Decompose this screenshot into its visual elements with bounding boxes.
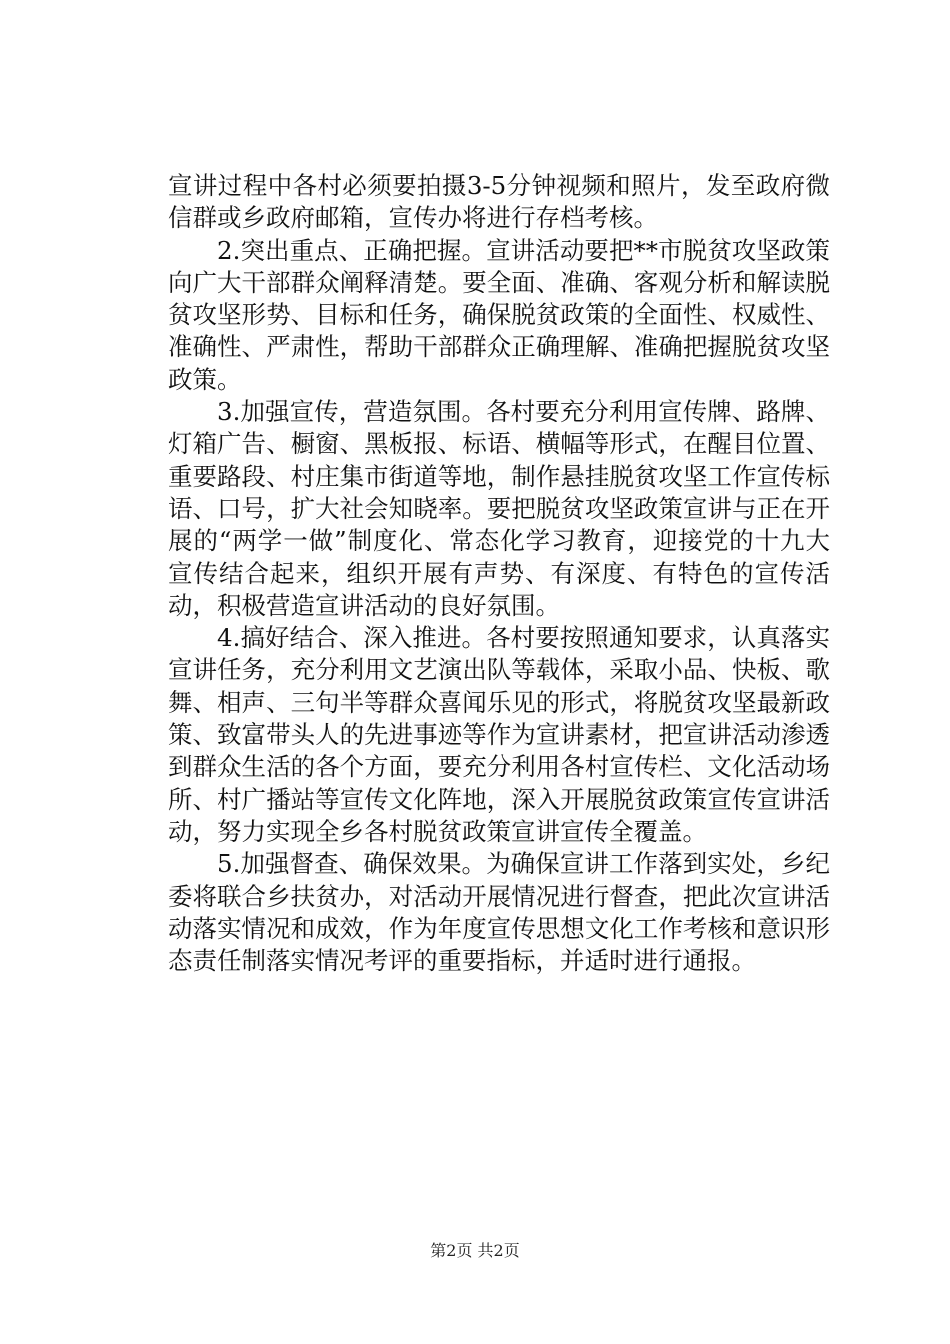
paragraph-point-4: 4.搞好结合、深入推进。各村要按照通知要求，认真落实宣讲任务，充分利用文艺演出队等载体，采取小品、快板、歌舞、相声、三句半等群众喜闻乐见的形式，将脱贫攻坚最新政策、致富带头人的先进事迹等作为宣讲素材，把宣讲活动渗透到群众生活的各个方面，要充分利用各村宣传栏、文化活动场所、村广播站等宣传文化阵地，深入开展脱贫政策宣传宣讲活动，努力实现全乡各村脱贫政策宣讲宣传全覆盖。	[168, 623, 830, 846]
paragraph-point-2: 2.突出重点、正确把握。宣讲活动要把**市脱贫攻坚政策向广大干部群众阐释清楚。要全面、准确、客观分析和解读脱贫攻坚形势、目标和任务，确保脱贫政策的全面性、权威性、准确性、严肃性，帮助干部群众正确理解、准确把握脱贫攻坚政策。	[168, 235, 830, 394]
paragraph-point-3: 3.加强宣传，营造氛围。各村要充分利用宣传牌、路牌、灯箱广告、橱窗、黑板报、标语、横幅等形式，在醒目位置、重要路段、村庄集市街道等地，制作悬挂脱贫攻坚工作宣传标语、口号，扩大社会知晓率。要把脱贫攻坚政策宣讲与正在开展的“两学一做”制度化、常态化学习教育，迎接党的十九大宣传结合起来，组织开展有声势、有深度、有特色的宣传活动，积极营造宣讲活动的良好氛围。	[168, 397, 830, 620]
page-number-footer: 第2页 共2页	[430, 1241, 520, 1260]
document-body	[168, 170, 830, 977]
paragraph-point-5: 5.加强督查、确保效果。为确保宣讲工作落到实处，乡纪委将联合乡扶贫办，对活动开展情况进行督查，把此次宣讲活动落实情况和成效，作为年度宣传思想文化工作考核和意识形态责任制落实情况考评的重要指标，并适时进行通报。	[168, 849, 830, 976]
paragraph-continuation: 宣讲过程中各村必须要拍摄3-5分钟视频和照片，发至政府微信群或乡政府邮箱，宣传办将进行存档考核。	[168, 171, 830, 233]
